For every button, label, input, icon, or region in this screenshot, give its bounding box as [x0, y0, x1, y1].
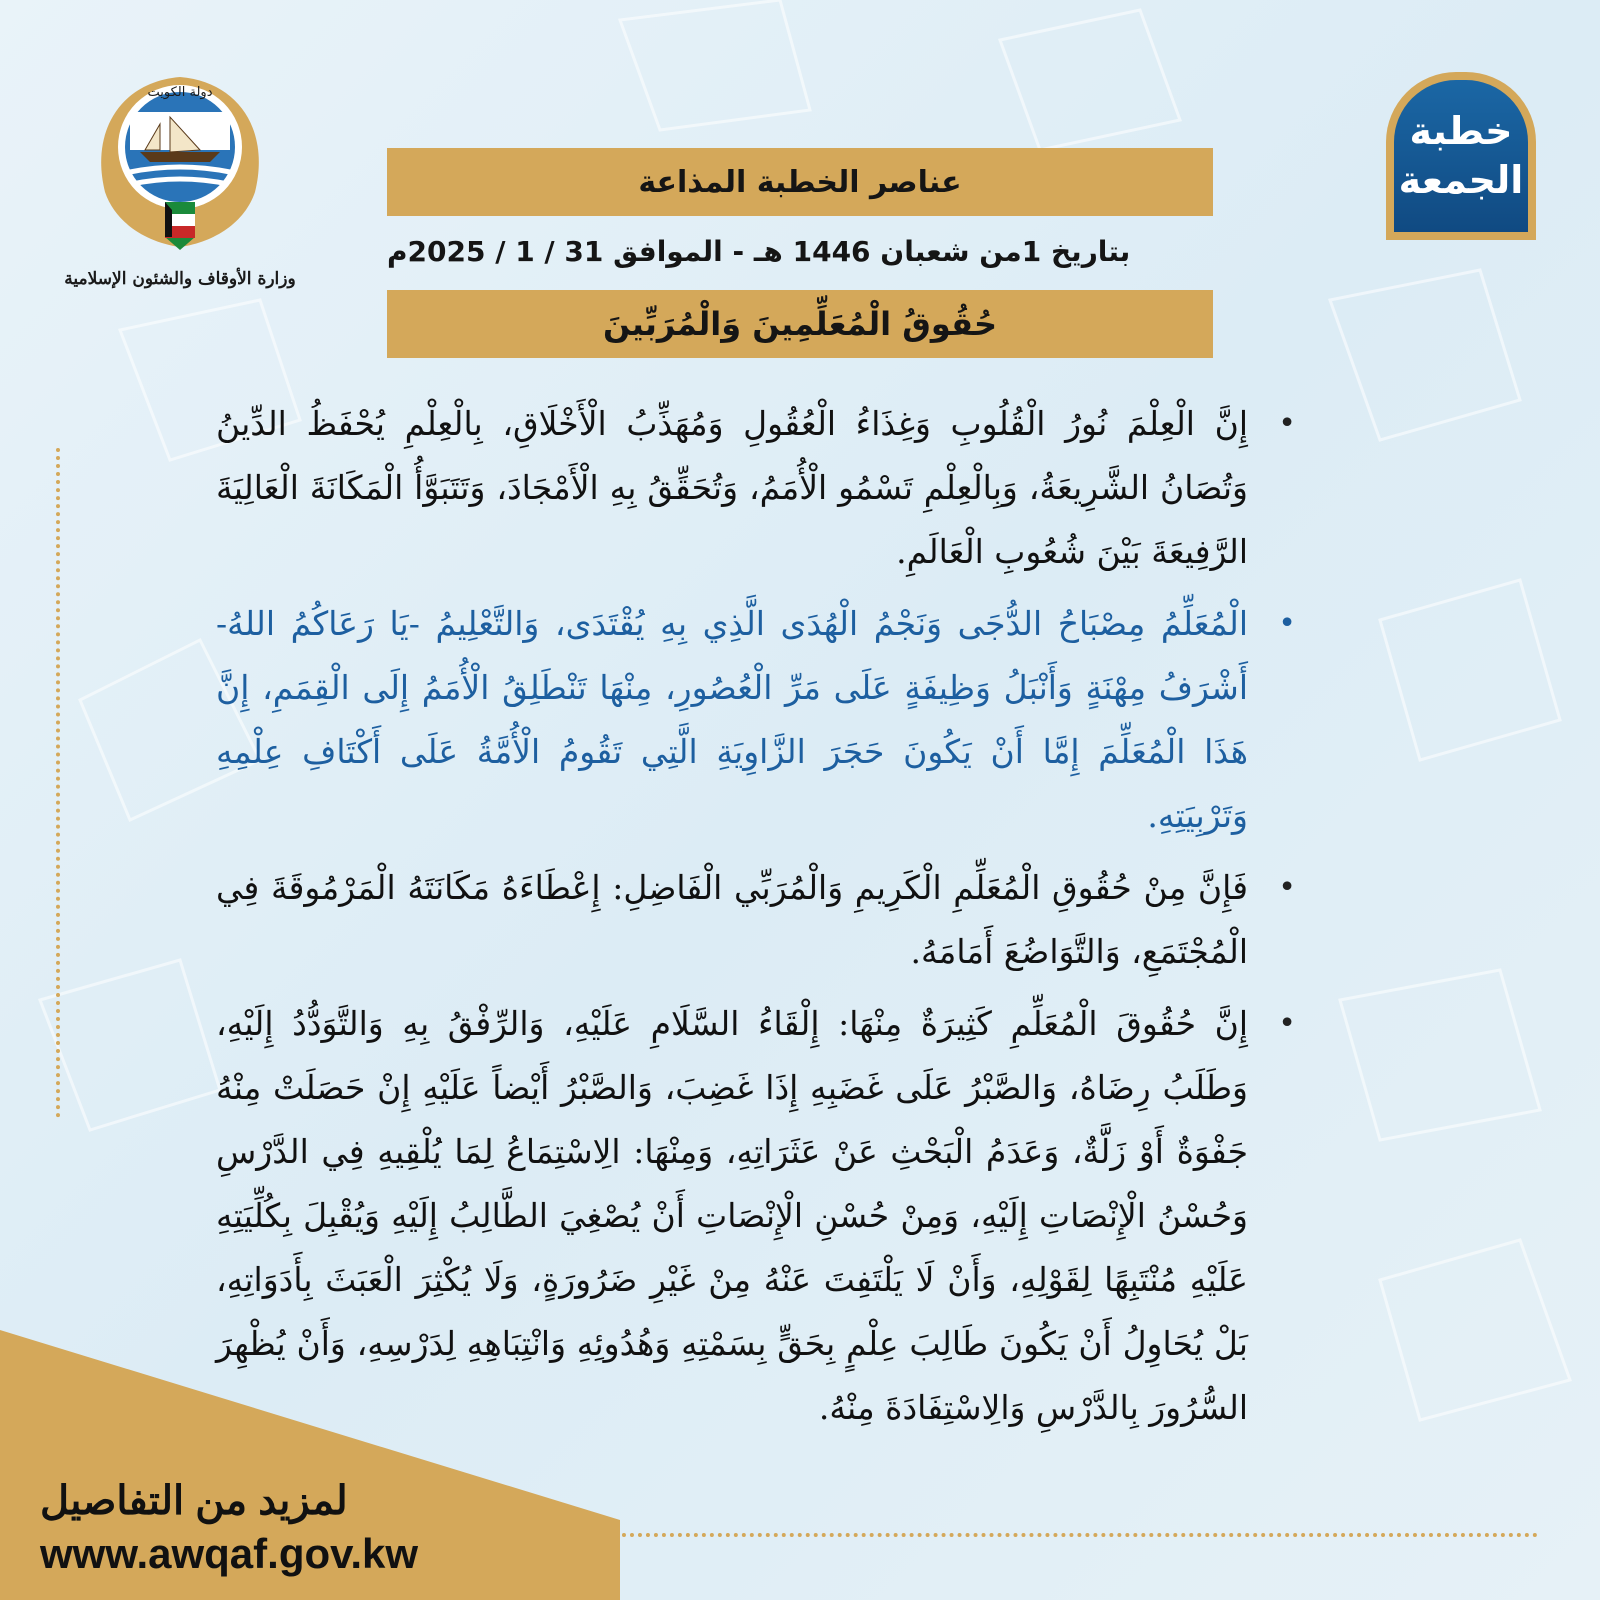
badge-line-1: خطبة	[1409, 108, 1513, 153]
svg-text:دولة الكويت: دولة الكويت	[147, 85, 213, 100]
point-item-highlighted: • الْمُعَلِّمُ مِصْبَاحُ الدُّجَى وَنَجْمُ الْهُدَى الَّذِي بِهِ يُقْتَدَى، وَالتَّعْلِيمُ -يَا رَعَاكُمُ اللهُ- أَشْرَفُ مِهْنَةٍ وَأَنْبَلُ وَظِيفَةٍ عَلَى مَرِّ الْعُصُورِ، مِنْهَا تَنْطَلِقُ الْأُمَمُ إِلَى الْقِمَمِ، إِنَّ هَذَا الْمُعَلِّمَ إِمَّا أَنْ يَكُونَ حَجَرَ الزَّاوِيَةِ الَّتِي تَقُومُ الْأُمَّةُ عَلَى أَكْتَافِ عِلْمِهِ وَتَرْبِيَتِهِ.	[216, 592, 1248, 848]
website-link[interactable]: www.awqaf.gov.kw	[40, 1530, 419, 1577]
ministry-logo-icon	[60, 62, 300, 302]
point-item: • إِنَّ حُقُوقَ الْمُعَلِّمِ كَثِيرَةٌ مِنْهَا: إِلْقَاءُ السَّلَامِ عَلَيْهِ، وَالرِّفْقُ بِهِ وَالتَّوَدُّدُ إِلَيْهِ، وَطَلَبُ رِضَاهُ، وَالصَّبْرُ عَلَى غَضَبِهِ إِذَا غَضِبَ، وَالصَّبْرُ أَيْضاً عَلَيْهِ إِنْ حَصَلَتْ مِنْهُ جَفْوَةٌ أَوْ زَلَّةٌ، وَعَدَمُ الْبَحْثِ عَنْ عَثَرَاتِهِ، وَمِنْهَا: الِاسْتِمَاعُ لِمَا يُلْقِيهِ فِي الدَّرْسِ وَحُسْنُ الْإِنْصَاتِ إِلَيْهِ، وَمِنْ حُسْنِ الْإِنْصَاتِ أَنْ يُصْغِيَ الطَّالِبُ إِلَيْهِ وَيُقْبِلَ بِكُلِّيَتِهِ عَلَيْهِ مُنْتَبِهًا لِقَوْلِهِ، وَأَنْ لَا يَلْتَفِتَ عَنْهُ مِنْ غَيْرِ ضَرُورَةٍ، وَلَا يُكْثِرَ الْعَبَثَ بِأَدَوَاتِهِ، بَلْ يُحَاوِلُ أَنْ يَكُونَ طَالِبَ عِلْمٍ بِحَقٍّ بِسَمْتِهِ وَهُدُوئِهِ وَانْتِبَاهِهِ لِدَرْسِهِ، وَأَنْ يُظْهِرَ السُّرُورَ بِالدَّرْسِ وَالِاسْتِفَادَةَ مِنْهُ.	[216, 992, 1248, 1440]
point-item: • إِنَّ الْعِلْمَ نُورُ الْقُلُوبِ وَغِذَاءُ الْعُقُولِ وَمُهَذِّبُ الْأَخْلَاقِ، بِالْعِلْمِ يُحْفَظُ الدِّينُ وَتُصَانُ الشَّرِيعَةُ، وَبِالْعِلْمِ تَسْمُو الْأُمَمُ، وَتُحَقِّقُ بِهِ الْأَمْجَادَ، وَتَتَبَوَّأُ الْمَكَانَةَ الْعَالِيَةَ الرَّفِيعَةَ بَيْنَ شُعُوبِ الْعَالَمِ.	[216, 392, 1248, 584]
more-details-label: لمزيد من التفاصيل	[40, 1479, 348, 1523]
footer-more-info	[40, 1476, 600, 1582]
dotted-divider-vertical	[56, 448, 60, 1118]
svg-text:وزارة الأوقاف والشئون الإسلامي: وزارة الأوقاف والشئون الإسلامية	[64, 269, 296, 289]
point-item: • فَإِنَّ مِنْ حُقُوقِ الْمُعَلِّمِ الْكَرِيمِ وَالْمُرَبِّي الْفَاضِلِ: إِعْطَاءَهُ مَكَانَتَهُ الْمَرْمُوقَةَ فِي الْمُجْتَمَعِ، وَالتَّوَاضُعَ أَمَامَهُ.	[216, 856, 1248, 984]
sermon-subject: حُقُوقُ الْمُعَلِّمِينَ وَالْمُرَبِّينَ	[387, 290, 1213, 358]
friday-sermon-badge	[1386, 72, 1536, 240]
sermon-date: بتاريخ 1من شعبان 1446 هـ - الموافق 31 / 1 / 2025م	[387, 234, 1131, 268]
dotted-divider-horizontal	[606, 1533, 1538, 1537]
sermon-elements-title: عناصر الخطبة المذاعة	[387, 148, 1213, 216]
sermon-points	[216, 392, 1296, 1448]
badge-line-2: الجمعة	[1398, 158, 1524, 202]
